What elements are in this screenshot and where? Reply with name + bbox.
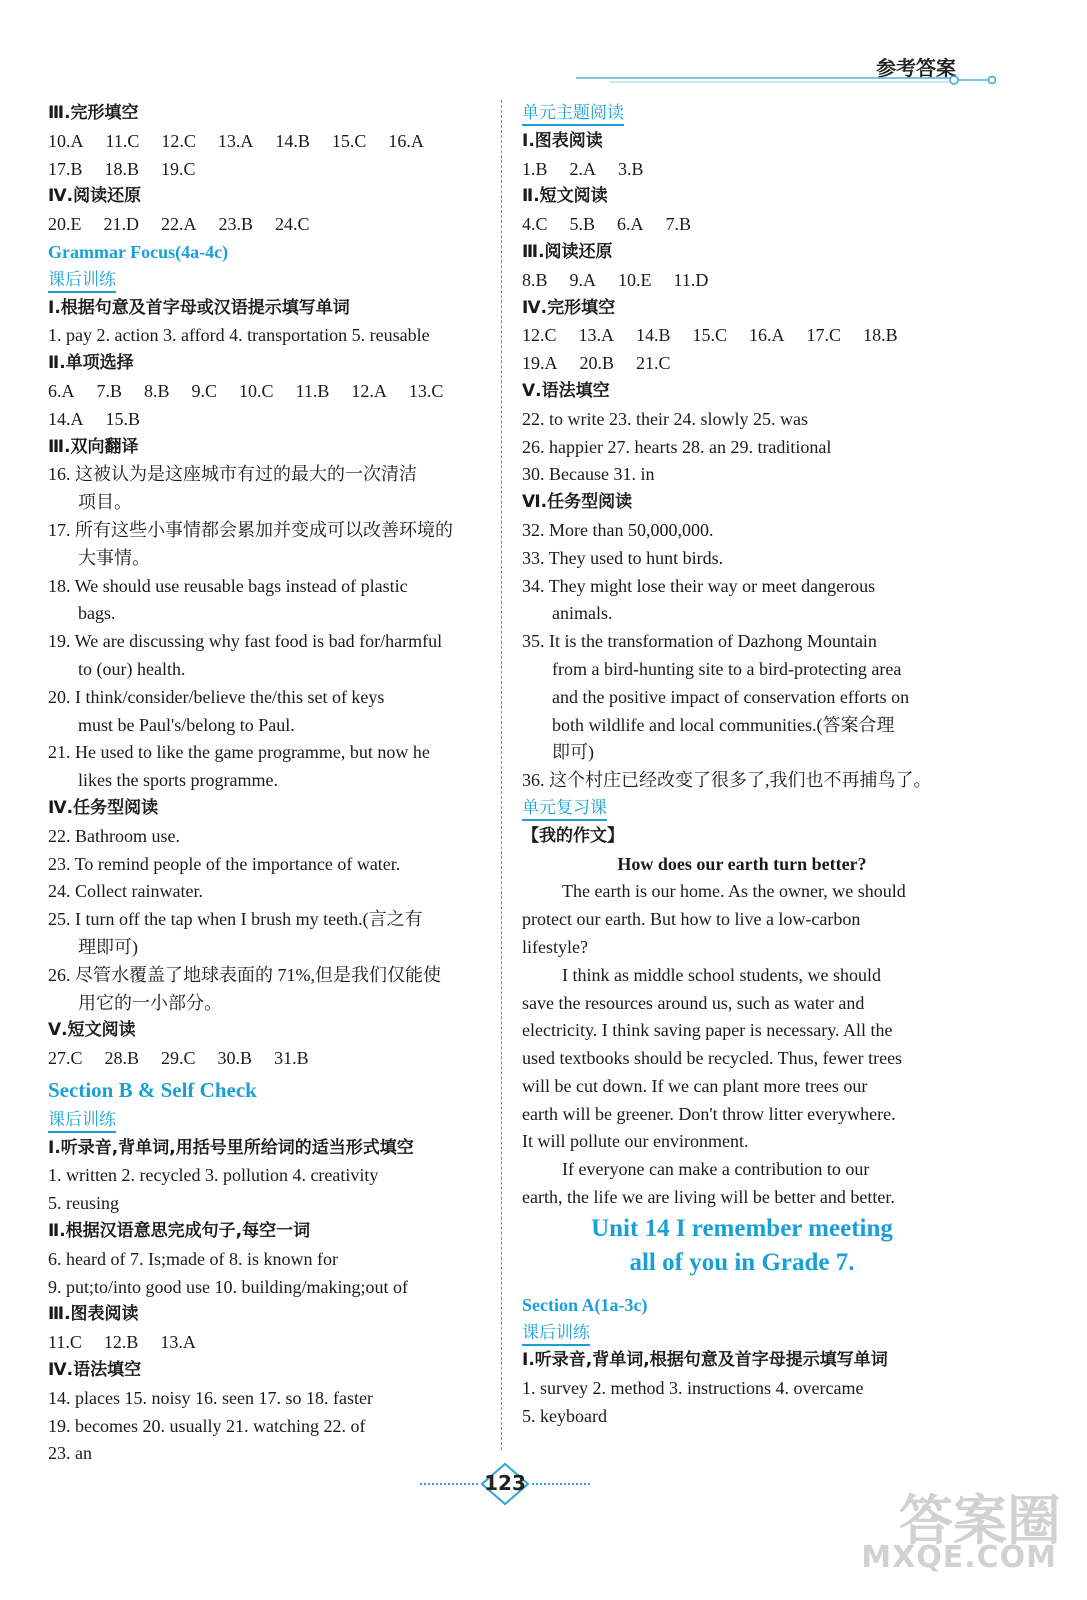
section-tag <box>48 267 488 295</box>
section-heading: Ⅴ.短文阅读 <box>48 1020 136 1041</box>
answer-item: 18.B <box>104 158 140 179</box>
answer-text: 6. heard of 7. Is;made of 8. is known for <box>48 1248 338 1269</box>
answer-item: 7.B <box>665 214 692 235</box>
answer-text-continued: and the positive impact of conservation efforts on <box>552 686 910 707</box>
lesson-heading: Section A(1a-3c) <box>522 1294 648 1315</box>
answer-item: 3.B <box>618 158 644 179</box>
answer-item: 12.C <box>161 130 196 151</box>
answer-item: 15.C <box>331 130 367 151</box>
answer-row <box>522 322 962 350</box>
essay-paragraph-start: I think as middle school students, we should <box>562 964 881 985</box>
answer-row <box>48 1329 488 1357</box>
lesson-heading: Section B & Self Check <box>48 1077 257 1102</box>
answer-item: 22.A <box>161 214 197 235</box>
header-rule-decoration <box>570 68 1000 88</box>
answer-row <box>48 1045 488 1073</box>
section-heading: Ⅳ.阅读还原 <box>48 186 142 207</box>
essay-paragraph-start: If everyone can make a contribution to our <box>562 1159 870 1180</box>
section-heading: Ⅳ.完形填空 <box>522 297 616 318</box>
answer-text: 22. Bathroom use. <box>48 825 180 846</box>
section-heading: Ⅵ.任务型阅读 <box>522 492 633 513</box>
answer-item: 28.B <box>104 1048 140 1069</box>
answer-row <box>48 128 488 156</box>
watermark-logo <box>861 1478 1061 1588</box>
answer-text: 9. put;to/into good use 10. building/making;out of <box>48 1276 408 1297</box>
answer-text: 19. becomes 20. usually 21. watching 22. of <box>48 1415 366 1436</box>
answer-text: save the resources around us, such as water and <box>522 992 865 1013</box>
answer-item: 14.B <box>275 130 310 151</box>
spacer <box>522 1280 962 1292</box>
section-tag-label: 课后训练 <box>48 270 116 293</box>
answer-text: 34. They might lose their way or meet dangerous <box>522 575 876 596</box>
answer-item: 12.B <box>103 1332 139 1353</box>
section-heading: Ⅲ.完形填空 <box>48 103 139 123</box>
section-heading: Ⅳ.语法填空 <box>48 1360 142 1381</box>
answer-text: earth, the life we are living will be better and better. <box>522 1187 895 1208</box>
answer-text: It will pollute our environment. <box>522 1131 749 1152</box>
answer-item: 15.B <box>105 408 141 429</box>
answer-item: 16.A <box>749 325 785 346</box>
section-tag-label: 课后训练 <box>48 1110 116 1133</box>
answer-item: 15.C <box>692 325 728 346</box>
answer-item: 8.B <box>144 380 170 401</box>
answer-text: 32. More than 50,000,000. <box>522 519 714 540</box>
answer-item: 10.E <box>618 269 652 290</box>
section-tag-label: 单元主题阅读 <box>522 103 624 126</box>
answer-text: 22. to write 23. their 24. slowly 25. was <box>522 408 808 429</box>
section-heading: Ⅲ.图表阅读 <box>48 1304 139 1325</box>
section-tag-label: 课后训练 <box>522 1323 590 1346</box>
answer-item: 20.E <box>48 214 82 235</box>
answer-item: 12.C <box>522 325 557 346</box>
answer-text: 1. pay 2. action 3. afford 4. transportation 5. reusable <box>48 325 430 346</box>
section-heading: Ⅰ.图表阅读 <box>522 130 603 151</box>
essay-paragraph-start: The earth is our home. As the owner, we should <box>562 881 906 902</box>
answer-text: lifestyle? <box>522 936 588 957</box>
section-heading: Ⅱ.根据汉语意思完成句子,每空一词 <box>48 1221 311 1242</box>
answer-item: 19.A <box>522 353 558 374</box>
answer-text: 21. He used to like the game programme, but now he <box>48 742 430 763</box>
answer-row <box>522 267 962 295</box>
answer-item: 31.B <box>274 1048 309 1069</box>
answer-text: 16. 这被认为是这座城市有过的最大的一次清洁 <box>48 464 417 485</box>
answer-item: 16.A <box>388 130 424 151</box>
answer-text: 20. I think/consider/believe the/this set of keys <box>48 686 385 707</box>
answer-item: 17.C <box>806 325 842 346</box>
answer-item: 19.C <box>161 158 196 179</box>
answer-item: 13.C <box>408 380 444 401</box>
answer-text: 5. keyboard <box>522 1406 607 1427</box>
section-tag-label: 单元复习课 <box>522 798 607 821</box>
section-heading: Ⅰ.根据句意及首字母或汉语提示填写单词 <box>48 297 350 318</box>
answer-item: 21.C <box>636 353 671 374</box>
answer-text: 33. They used to hunt birds. <box>522 547 724 568</box>
answer-text-continued: bags. <box>78 603 116 624</box>
section-tag <box>522 1320 962 1348</box>
answer-text-continued: animals. <box>552 603 613 624</box>
answer-text-continued: to (our) health. <box>78 658 186 679</box>
answer-text: 18. We should use reusable bags instead of plastic <box>48 575 408 596</box>
answer-item: 10.C <box>239 380 274 401</box>
answer-item: 4.C <box>522 214 548 235</box>
answer-text: 23. To remind people of the importance of water. <box>48 853 401 874</box>
answer-item: 11.D <box>673 269 709 290</box>
answer-text: used textbooks should be recycled. Thus, fewer trees <box>522 1048 903 1069</box>
answer-text: electricity. I think saving paper is necessary. All the <box>522 1020 893 1041</box>
answer-item: 11.C <box>48 1332 82 1353</box>
answer-item: 1.B <box>522 158 548 179</box>
section-heading: Ⅳ.任务型阅读 <box>48 797 159 818</box>
answer-item: 6.A <box>48 380 75 401</box>
answer-text: 5. reusing <box>48 1193 119 1214</box>
answer-text-continued: 大事情。 <box>78 547 150 568</box>
answer-row <box>48 378 488 406</box>
section-tag <box>522 795 962 823</box>
answer-text: 19. We are discussing why fast food is bad for/harmful <box>48 631 443 652</box>
answer-text: 17. 所有这些小事情都会累加并变成可以改善环境的 <box>48 519 453 540</box>
answer-text-continued: 理即可) <box>78 936 138 957</box>
page-header <box>570 48 1000 98</box>
section-heading: Ⅱ.短文阅读 <box>522 186 608 207</box>
page-number: 123 <box>484 1471 526 1495</box>
watermark-text: 答案圈 <box>899 1489 1061 1552</box>
answer-text-continued: must be Paul's/belong to Paul. <box>78 714 295 735</box>
answer-text-continued: both wildlife and local communities.(答案合理 <box>552 714 895 735</box>
answer-item: 14.B <box>636 325 671 346</box>
answer-item: 2.A <box>569 158 597 179</box>
section-heading: Ⅲ.阅读还原 <box>522 241 613 262</box>
column-divider <box>501 100 502 1450</box>
watermark-url: MXQE.COM <box>861 1540 1057 1575</box>
answer-item: 30.B <box>217 1048 253 1069</box>
answer-text: earth will be greener. Don't throw litter everywhere. <box>522 1103 896 1124</box>
section-heading: Ⅰ.听录音,背单词,根据句意及首字母提示填写单词 <box>522 1350 888 1371</box>
section-tag <box>522 100 962 128</box>
answer-item: 11.B <box>295 380 330 401</box>
answer-text: protect our earth. But how to live a low-carbon <box>522 909 861 930</box>
answer-row <box>48 211 488 239</box>
answer-item: 11.C <box>105 130 140 151</box>
section-heading: Ⅴ.语法填空 <box>522 380 610 401</box>
answer-item: 13.A <box>160 1332 196 1353</box>
answer-item: 18.B <box>863 325 898 346</box>
answer-item: 8.B <box>522 269 548 290</box>
answer-text: 23. an <box>48 1443 92 1464</box>
answer-item: 6.A <box>617 214 644 235</box>
answer-text: 1. written 2. recycled 3. pollution 4. creativity <box>48 1165 379 1186</box>
answer-row <box>522 211 962 239</box>
answer-text: 25. I turn off the tap when I brush my teeth.(言之有 <box>48 909 423 930</box>
essay-title: How does our earth turn better? <box>617 853 867 874</box>
answer-text-continued: from a bird-hunting site to a bird-protecting area <box>552 658 902 679</box>
section-heading: Ⅰ.听录音,背单词,用括号里所给词的适当形式填空 <box>48 1137 414 1158</box>
lesson-heading: Grammar Focus(4a-4c) <box>48 241 229 262</box>
answer-text: 35. It is the transformation of Dazhong Mountain <box>522 631 877 652</box>
unit-title: all of you in Grade 7. <box>629 1248 855 1276</box>
answer-text-continued: 即可) <box>552 742 594 763</box>
answer-row <box>522 156 962 184</box>
answer-text: 36. 这个村庄已经改变了很多了,我们也不再捕鸟了。 <box>522 770 932 791</box>
answer-text-continued: likes the sports programme. <box>78 770 278 791</box>
answer-text: 26. 尽管水覆盖了地球表面的 71%,但是我们仅能使 <box>48 964 441 985</box>
answer-item: 17.B <box>48 158 83 179</box>
answer-item: 27.C <box>48 1048 83 1069</box>
answer-item: 13.A <box>217 130 254 151</box>
answer-text-continued: 用它的一小部分。 <box>78 992 222 1013</box>
unit-title: Unit 14 I remember meeting <box>591 1214 893 1242</box>
answer-item: 29.C <box>161 1048 196 1069</box>
answer-item: 14.A <box>48 408 84 429</box>
answer-text-continued: 项目。 <box>78 492 132 513</box>
answer-text: 24. Collect rainwater. <box>48 881 203 902</box>
right-column <box>522 100 962 1431</box>
answer-item: 20.B <box>579 353 615 374</box>
left-column <box>48 100 488 1468</box>
header-title: 参考答案 <box>876 56 956 80</box>
page-footer <box>420 1462 590 1506</box>
answer-text: 30. Because 31. in <box>522 464 655 485</box>
answer-row <box>48 406 488 434</box>
answer-text: 14. places 15. noisy 16. seen 17. so 18. faster <box>48 1387 373 1408</box>
section-heading: Ⅱ.单项选择 <box>48 353 134 374</box>
answer-text: will be cut down. If we can plant more trees our <box>522 1075 868 1096</box>
answer-item: 10.A <box>48 130 84 151</box>
answer-item: 24.C <box>275 214 310 235</box>
answer-item: 9.A <box>569 269 597 290</box>
answer-item: 12.A <box>351 380 387 401</box>
section-heading: Ⅲ.双向翻译 <box>48 436 139 457</box>
answer-row <box>48 156 488 184</box>
section-heading: 【我的作文】 <box>522 825 624 846</box>
answer-text: 26. happier 27. hearts 28. an 29. traditional <box>522 436 832 457</box>
answer-item: 21.D <box>103 214 139 235</box>
answer-text: 1. survey 2. method 3. instructions 4. overcame <box>522 1378 864 1399</box>
answer-item: 7.B <box>96 380 123 401</box>
answer-item: 13.A <box>578 325 615 346</box>
answer-item: 5.B <box>569 214 596 235</box>
section-tag <box>48 1107 488 1135</box>
answer-item: 9.C <box>191 380 218 401</box>
answer-item: 23.B <box>218 214 254 235</box>
answer-row <box>522 350 962 378</box>
